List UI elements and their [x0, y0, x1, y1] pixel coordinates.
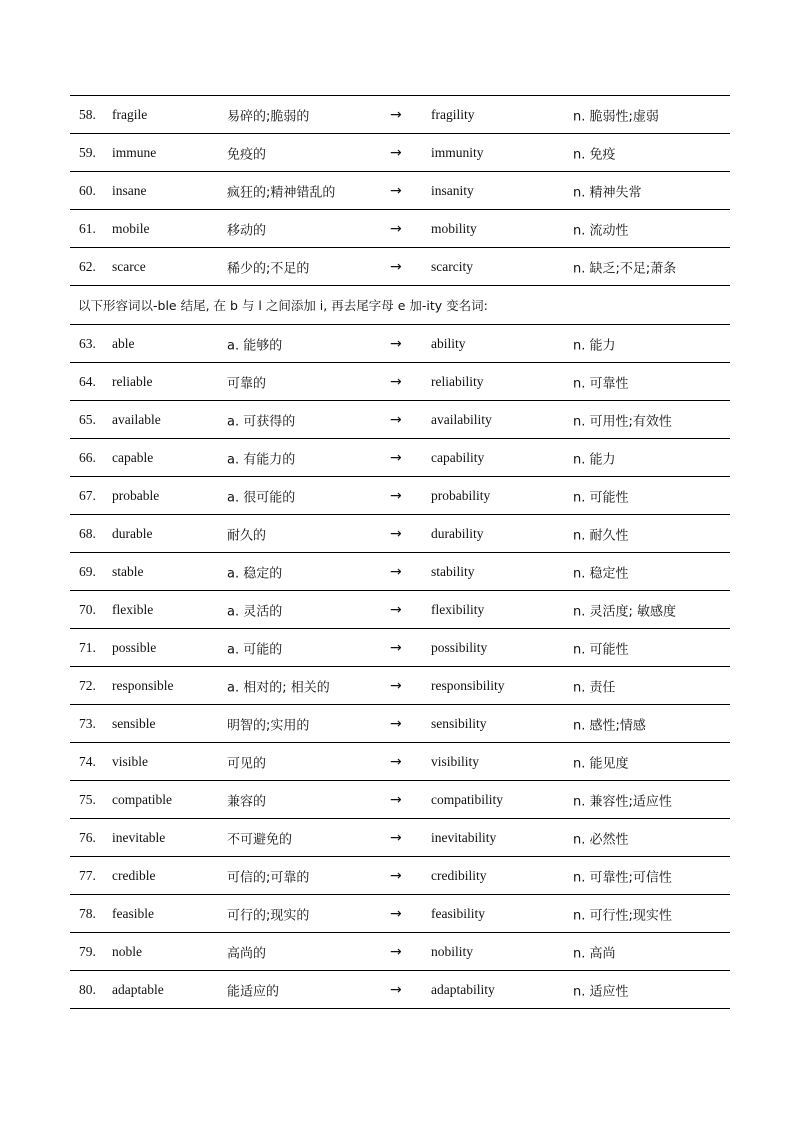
entry-number: 74. — [79, 753, 96, 769]
adjective-meaning: 疯狂的;精神错乱的 — [227, 185, 336, 200]
entry-number: 77. — [79, 867, 96, 883]
adjective-meaning: 免疫的 — [227, 147, 267, 162]
arrow-icon: → — [390, 639, 402, 656]
noun-word: ability — [431, 335, 466, 351]
entry-number: 80. — [79, 981, 96, 997]
arrow-icon: → — [390, 182, 402, 199]
noun-meaning: n. 责任 — [573, 680, 616, 695]
adjective-meaning: 可信的;可靠的 — [227, 870, 310, 885]
noun-meaning: n. 可行性;现实性 — [573, 908, 672, 923]
noun-word: durability — [431, 525, 484, 541]
arrow-icon: → — [390, 449, 402, 466]
entry-number: 59. — [79, 144, 96, 160]
vocabulary-table — [70, 95, 730, 1009]
adjective-word: noble — [112, 943, 142, 959]
entry-number: 78. — [79, 905, 96, 921]
adjective-word: capable — [112, 449, 154, 465]
adjective-word: credible — [112, 867, 156, 883]
entry-number: 60. — [79, 182, 96, 198]
entry-number: 75. — [79, 791, 96, 807]
vocab-row — [70, 172, 730, 210]
vocab-row — [70, 667, 730, 705]
arrow-icon: → — [390, 525, 402, 542]
rule-note-text: 以下形容词以-ble 结尾, 在 b 与 l 之间添加 i, 再去尾字母 e 加-ity 变名词: — [78, 298, 488, 313]
noun-word: capability — [431, 449, 485, 465]
adjective-word: fragile — [112, 106, 148, 122]
arrow-icon: → — [390, 981, 402, 998]
noun-word: scarcity — [431, 258, 473, 274]
entry-number: 79. — [79, 943, 96, 959]
noun-meaning: n. 免疫 — [573, 147, 616, 162]
vocab-row — [70, 96, 730, 134]
arrow-icon: → — [390, 943, 402, 960]
noun-word: adaptability — [431, 981, 495, 997]
noun-word: sensibility — [431, 715, 487, 731]
noun-word: responsibility — [431, 677, 505, 693]
vocab-row — [70, 325, 730, 363]
adjective-meaning: a. 能够的 — [227, 338, 283, 353]
adjective-word: reliable — [112, 373, 153, 389]
noun-meaning: n. 能力 — [573, 452, 616, 467]
adjective-word: sensible — [112, 715, 156, 731]
arrow-icon: → — [390, 373, 402, 390]
adjective-word: scarce — [112, 258, 146, 274]
noun-meaning: n. 稳定性 — [573, 566, 629, 581]
arrow-icon: → — [390, 258, 402, 275]
adjective-meaning: 明智的;实用的 — [227, 718, 310, 733]
adjective-meaning: a. 很可能的 — [227, 490, 296, 505]
entry-number: 64. — [79, 373, 96, 389]
adjective-word: stable — [112, 563, 144, 579]
noun-word: possibility — [431, 639, 488, 655]
noun-meaning: n. 可能性 — [573, 642, 629, 657]
noun-word: compatibility — [431, 791, 503, 807]
entry-number: 76. — [79, 829, 96, 845]
noun-meaning: n. 缺乏;不足;萧条 — [573, 261, 677, 276]
entry-number: 61. — [79, 220, 96, 236]
noun-word: immunity — [431, 144, 484, 160]
noun-meaning: n. 流动性 — [573, 223, 629, 238]
adjective-meaning: a. 可获得的 — [227, 414, 296, 429]
entry-number: 66. — [79, 449, 96, 465]
arrow-icon: → — [390, 335, 402, 352]
entry-number: 71. — [79, 639, 96, 655]
vocab-row — [70, 477, 730, 515]
adjective-word: durable — [112, 525, 153, 541]
adjective-meaning: a. 稳定的 — [227, 566, 283, 581]
noun-word: probability — [431, 487, 491, 503]
arrow-icon: → — [390, 829, 402, 846]
adjective-word: able — [112, 335, 135, 351]
adjective-word: inevitable — [112, 829, 166, 845]
entry-number: 63. — [79, 335, 96, 351]
vocab-row — [70, 210, 730, 248]
noun-word: nobility — [431, 943, 474, 959]
vocab-row — [70, 971, 730, 1009]
rule-note — [70, 286, 730, 325]
entry-number: 67. — [79, 487, 96, 503]
entry-number: 65. — [79, 411, 96, 427]
adjective-word: immune — [112, 144, 157, 160]
vocab-row — [70, 515, 730, 553]
entry-number: 73. — [79, 715, 96, 731]
adjective-meaning: 移动的 — [227, 223, 267, 238]
vocab-group-a — [70, 96, 730, 286]
noun-meaning: n. 可靠性;可信性 — [573, 870, 672, 885]
noun-meaning: n. 高尚 — [573, 946, 616, 961]
adjective-word: responsible — [112, 677, 174, 693]
adjective-word: available — [112, 411, 161, 427]
vocab-row — [70, 553, 730, 591]
adjective-word: mobile — [112, 220, 150, 236]
adjective-meaning: 可靠的 — [227, 376, 267, 391]
noun-meaning: n. 可用性;有效性 — [573, 414, 672, 429]
adjective-word: insane — [112, 182, 147, 198]
noun-meaning: n. 可能性 — [573, 490, 629, 505]
adjective-meaning: 稀少的;不足的 — [227, 261, 310, 276]
noun-meaning: n. 能见度 — [573, 756, 629, 771]
noun-meaning: n. 必然性 — [573, 832, 629, 847]
noun-word: inevitability — [431, 829, 497, 845]
arrow-icon: → — [390, 601, 402, 618]
noun-word: insanity — [431, 182, 474, 198]
noun-word: visibility — [431, 753, 480, 769]
adjective-meaning: 能适应的 — [227, 984, 280, 999]
adjective-meaning: a. 灵活的 — [227, 604, 283, 619]
entry-number: 58. — [79, 106, 96, 122]
adjective-meaning: 易碎的;脆弱的 — [227, 109, 310, 124]
noun-meaning: n. 感性;情感 — [573, 718, 646, 733]
noun-meaning: n. 精神失常 — [573, 185, 642, 200]
noun-word: flexibility — [431, 601, 485, 617]
arrow-icon: → — [390, 563, 402, 580]
vocab-row — [70, 363, 730, 401]
vocab-row — [70, 781, 730, 819]
adjective-meaning: 可行的;现实的 — [227, 908, 310, 923]
adjective-word: feasible — [112, 905, 154, 921]
noun-word: fragility — [431, 106, 475, 122]
vocab-row — [70, 248, 730, 286]
noun-word: stability — [431, 563, 475, 579]
entry-number: 70. — [79, 601, 96, 617]
adjective-meaning: a. 可能的 — [227, 642, 283, 657]
arrow-icon: → — [390, 677, 402, 694]
entry-number: 62. — [79, 258, 96, 274]
vocab-row — [70, 591, 730, 629]
adjective-word: possible — [112, 639, 157, 655]
adjective-meaning: 耐久的 — [227, 528, 267, 543]
adjective-word: compatible — [112, 791, 172, 807]
adjective-word: adaptable — [112, 981, 164, 997]
adjective-meaning: 兼容的 — [227, 794, 267, 809]
vocab-row — [70, 857, 730, 895]
vocab-row — [70, 819, 730, 857]
noun-meaning: n. 兼容性;适应性 — [573, 794, 672, 809]
adjective-meaning: 可见的 — [227, 756, 267, 771]
vocab-row — [70, 401, 730, 439]
vocab-row — [70, 743, 730, 781]
arrow-icon: → — [390, 715, 402, 732]
vocab-row — [70, 895, 730, 933]
noun-meaning: n. 脆弱性;虚弱 — [573, 109, 659, 124]
noun-word: reliability — [431, 373, 484, 389]
entry-number: 68. — [79, 525, 96, 541]
adjective-meaning: a. 有能力的 — [227, 452, 296, 467]
arrow-icon: → — [390, 867, 402, 884]
noun-word: availability — [431, 411, 492, 427]
noun-word: feasibility — [431, 905, 485, 921]
entry-number: 69. — [79, 563, 96, 579]
arrow-icon: → — [390, 144, 402, 161]
adjective-word: visible — [112, 753, 148, 769]
vocab-row — [70, 933, 730, 971]
entry-number: 72. — [79, 677, 96, 693]
adjective-word: probable — [112, 487, 160, 503]
arrow-icon: → — [390, 411, 402, 428]
noun-word: credibility — [431, 867, 487, 883]
arrow-icon: → — [390, 791, 402, 808]
vocab-row — [70, 629, 730, 667]
adjective-word: flexible — [112, 601, 154, 617]
vocab-row — [70, 439, 730, 477]
noun-meaning: n. 耐久性 — [573, 528, 629, 543]
arrow-icon: → — [390, 905, 402, 922]
noun-meaning: n. 适应性 — [573, 984, 629, 999]
noun-meaning: n. 灵活度; 敏感度 — [573, 604, 677, 619]
adjective-meaning: a. 相对的; 相关的 — [227, 680, 330, 695]
arrow-icon: → — [390, 220, 402, 237]
adjective-meaning: 高尚的 — [227, 946, 267, 961]
vocab-row — [70, 705, 730, 743]
noun-word: mobility — [431, 220, 477, 236]
noun-meaning: n. 可靠性 — [573, 376, 629, 391]
vocab-row — [70, 134, 730, 172]
adjective-meaning: 不可避免的 — [227, 832, 293, 847]
arrow-icon: → — [390, 106, 402, 123]
noun-meaning: n. 能力 — [573, 338, 616, 353]
vocab-group-b — [70, 325, 730, 1009]
arrow-icon: → — [390, 487, 402, 504]
arrow-icon: → — [390, 753, 402, 770]
